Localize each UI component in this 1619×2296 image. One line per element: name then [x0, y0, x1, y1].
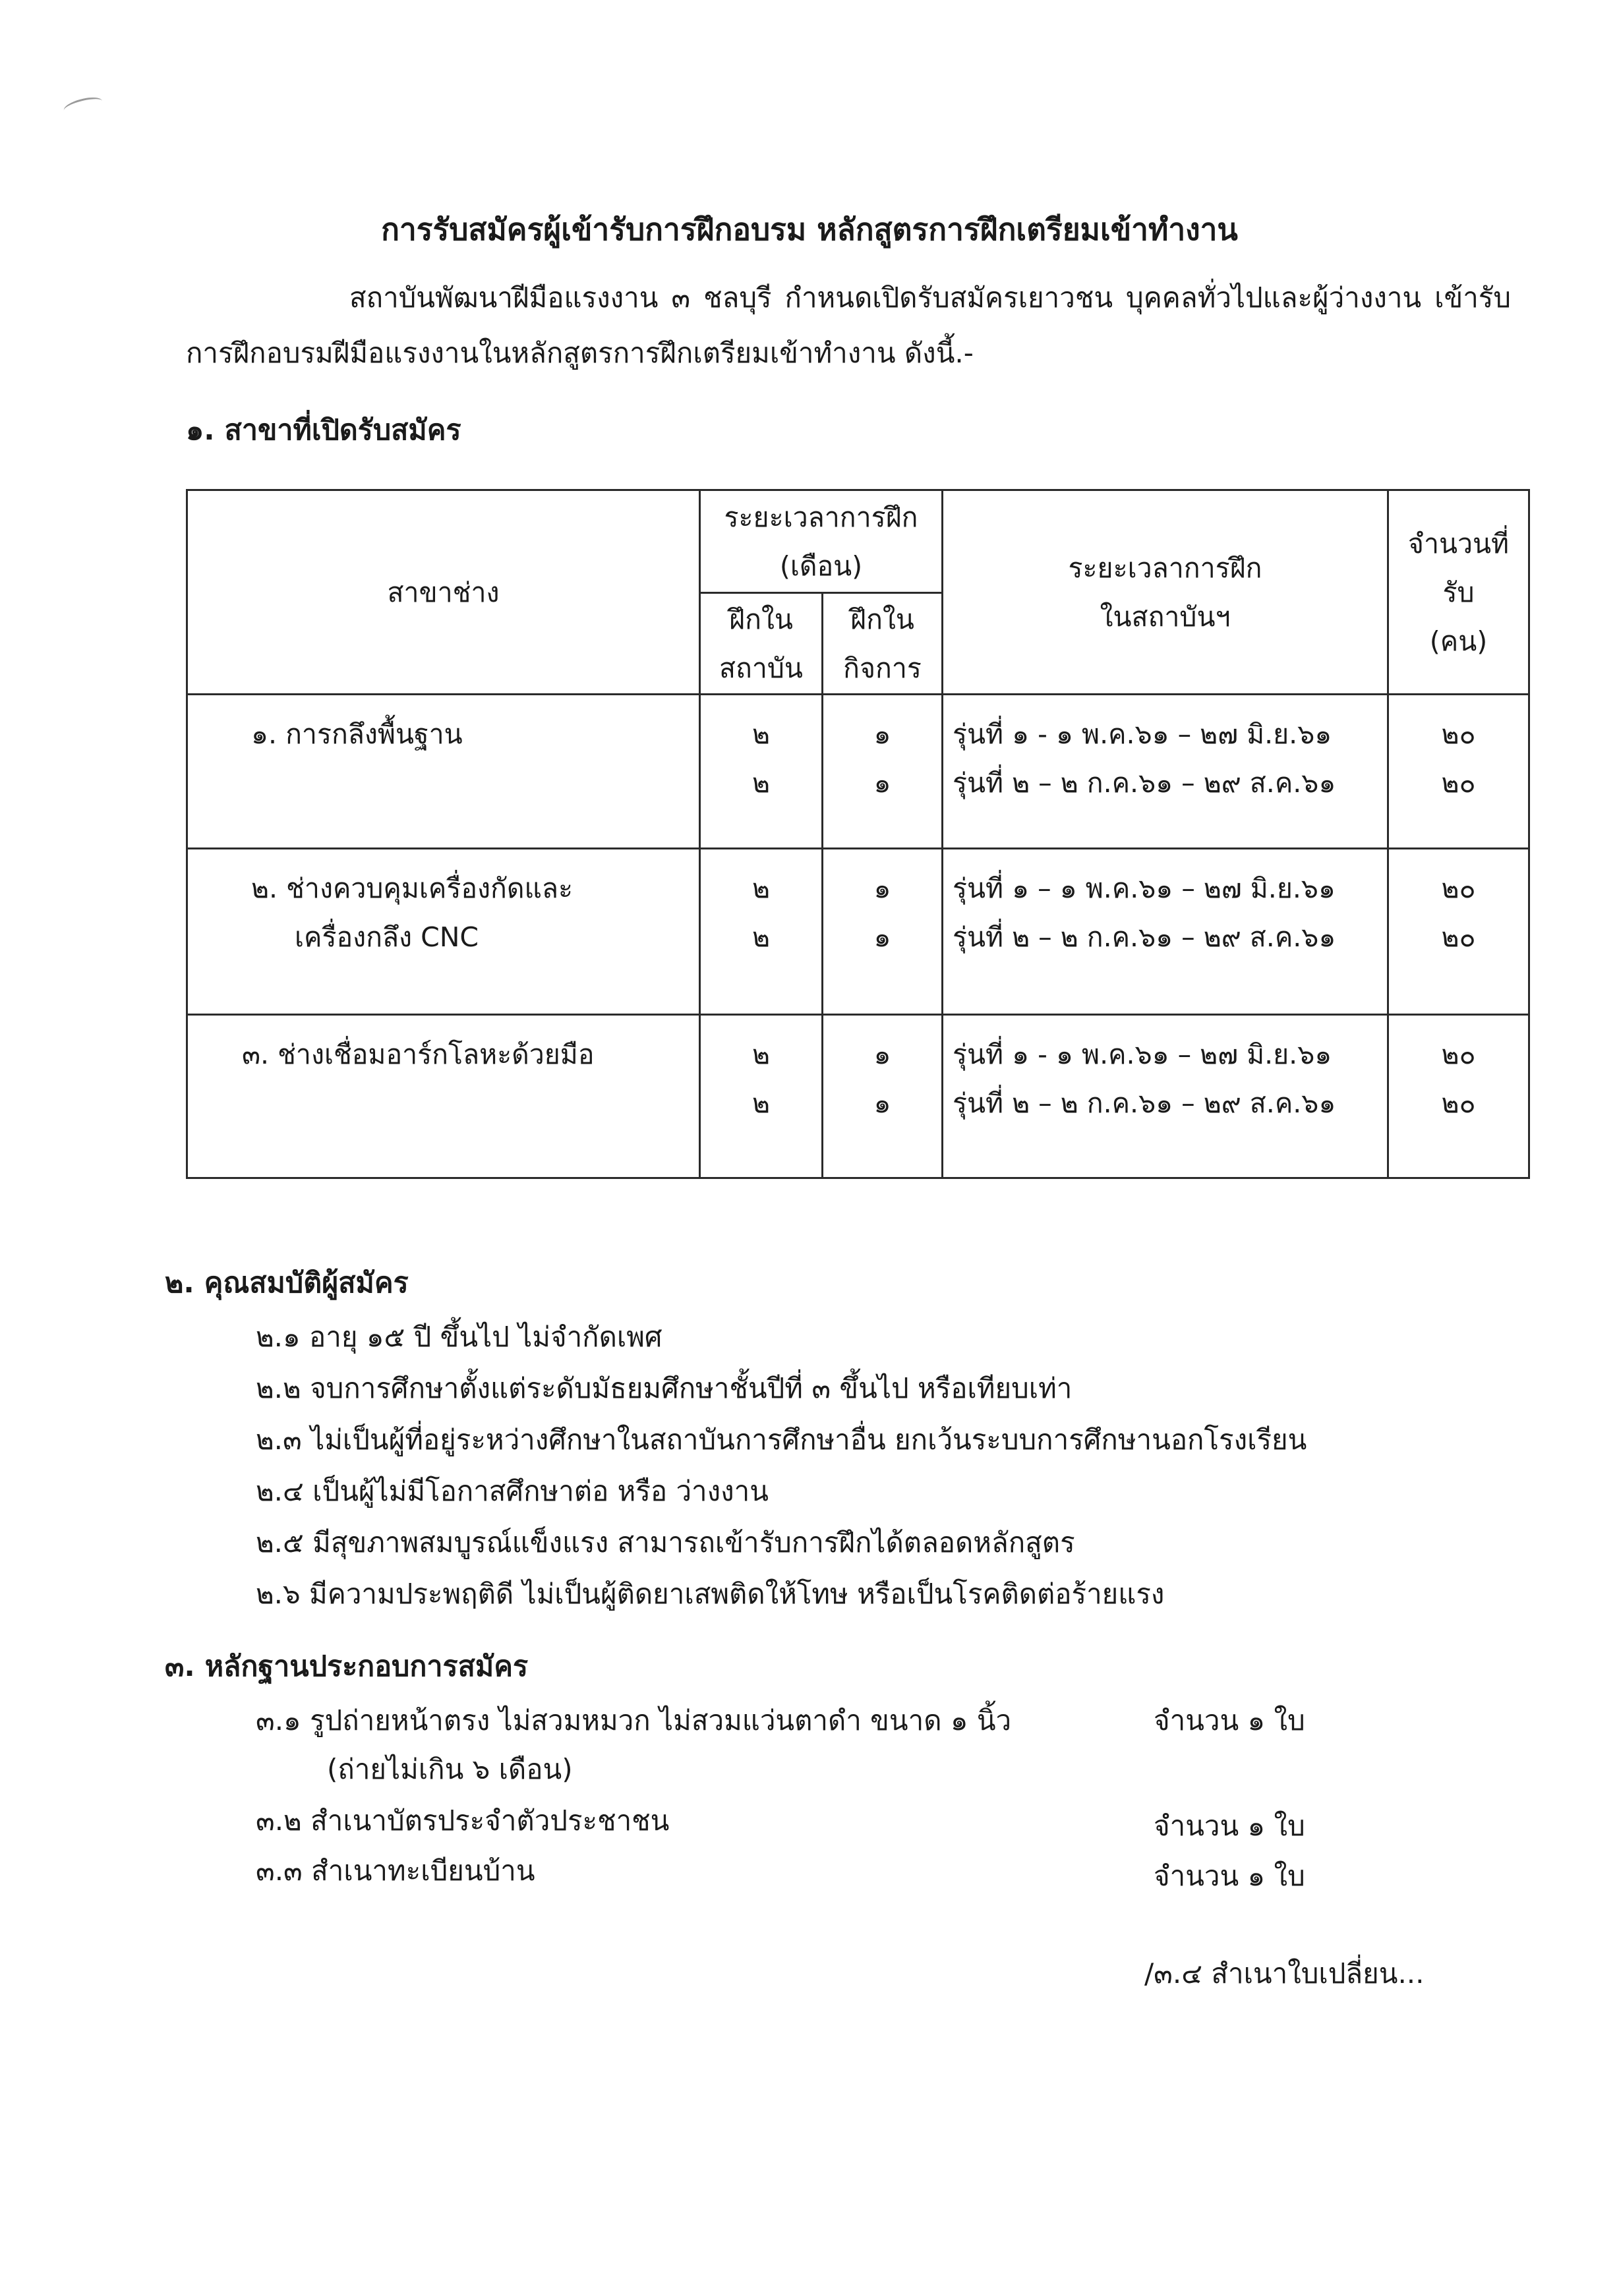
qualification-item: ๒.๕ มีสุขภาพสมบูรณ์แข็งแรง สามารถเข้ารับการฝึกได้ตลอดหลักสูตร: [256, 1526, 1075, 1559]
qualification-item: ๒.๑ อายุ ๑๕ ปี ขึ้นไป ไม่จำกัดเพศ: [256, 1321, 662, 1353]
document-quantity: จำนวน ๑ ใบ: [1154, 1860, 1305, 1892]
document-note: (ถ่ายไม่เกิน ๖ เดือน): [327, 1753, 573, 1785]
document-item: ๓.๒ สำเนาบัตรประจำตัวประชาชน: [256, 1804, 670, 1837]
branch-cell: ๒. ช่างควบคุมเครื่องกัดและ เครื่องกลึง CNC: [187, 849, 700, 1015]
qualification-item: ๒.๖ มีความประพฤติดี ไม่เป็นผู้ติดยาเสพติดให้โทษ หรือเป็นโรคติดต่อร้ายแรง: [256, 1578, 1165, 1610]
count-cell: ๒๐ ๒๐: [1388, 849, 1529, 1015]
inst-months-cell: ๒ ๒: [700, 695, 823, 849]
schedule-cell: รุ่นที่ ๑ - ๑ พ.ค.๖๑ – ๒๗ มิ.ย.๖๑ รุ่นที่ ๒ – ๒ ก.ค.๖๑ – ๒๙ ส.ค.๖๑: [943, 695, 1388, 849]
section-2-heading: ๒. คุณสมบัติผู้สมัคร: [165, 1267, 409, 1300]
comp-months-cell: ๑ ๑: [823, 849, 943, 1015]
section-1-heading: ๑. สาขาที่เปิดรับสมัคร: [186, 414, 461, 447]
document-quantity: จำนวน ๑ ใบ: [1154, 1704, 1305, 1736]
table-row: [187, 695, 1529, 849]
intro-paragraph: สถาบันพัฒนาฝีมือแรงงาน ๓ ชลบุรี กำหนดเปิดรับสมัครเยาวชน บุคคลทั่วไปและผู้ว่างงาน เข้ารับการฝึกอบรมฝีมือแรงงานในหลักสูตรการฝึกเตรียมเข้าทำงาน ดังนี้.-: [186, 281, 1511, 369]
document-item: ๓.๓ สำเนาทะเบียนบ้าน: [256, 1854, 535, 1887]
schedule-cell: รุ่นที่ ๑ - ๑ พ.ค.๖๑ – ๒๗ มิ.ย.๖๑ รุ่นที่ ๒ – ๒ ก.ค.๖๑ – ๒๙ ส.ค.๖๑: [943, 1015, 1388, 1178]
count-cell: ๒๐ ๒๐: [1388, 695, 1529, 849]
schedule-cell: รุ่นที่ ๑ – ๑ พ.ค.๖๑ – ๒๗ มิ.ย.๖๑ รุ่นที่ ๒ – ๒ ก.ค.๖๑ – ๒๙ ส.ค.๖๑: [943, 849, 1388, 1015]
qualification-item: ๒.๓ ไม่เป็นผู้ที่อยู่ระหว่างศึกษาในสถาบันการศึกษาอื่น ยกเว้นระบบการศึกษานอกโรงเรียน: [256, 1423, 1307, 1456]
document-item: ๓.๑ รูปถ่ายหน้าตรง ไม่สวมหมวก ไม่สวมแว่นตาดำ ขนาด ๑ นิ้ว: [256, 1704, 1012, 1736]
branch-cell: ๑. การกลึงพื้นฐาน: [187, 695, 700, 849]
inst-months-cell: ๒ ๒: [700, 1015, 823, 1178]
table-row: [187, 1015, 1529, 1178]
scan-artifact: [62, 94, 103, 117]
section-3-heading: ๓. หลักฐานประกอบการสมัคร: [165, 1650, 529, 1683]
page-title: การรับสมัครผู้เข้ารับการฝึกอบรม หลักสูตรการฝึกเตรียมเข้าทำงาน: [381, 212, 1238, 247]
header-count: จำนวนที่ รับ (คน): [1388, 490, 1529, 695]
header-duration: ระยะเวลาการฝึก (เดือน): [700, 490, 943, 593]
header-schedule: ระยะเวลาการฝึก ในสถาบันฯ: [943, 490, 1388, 695]
branch-cell: ๓. ช่างเชื่อมอาร์กโลหะด้วยมือ: [187, 1015, 700, 1178]
qualification-item: ๒.๔ เป็นผู้ไม่มีโอกาสศึกษาต่อ หรือ ว่างงาน: [256, 1475, 769, 1507]
header-in-company: ฝึกใน กิจการ: [823, 593, 943, 695]
table-row: [187, 849, 1529, 1015]
continuation-note: /๓.๔ สำเนาใบเปลี่ยน...: [1144, 1957, 1425, 1990]
inst-months-cell: ๒ ๒: [700, 849, 823, 1015]
header-branch: สาขาช่าง: [187, 490, 700, 695]
qualification-item: ๒.๒ จบการศึกษาตั้งแต่ระดับมัธยมศึกษาชั้นปีที่ ๓ ขึ้นไป หรือเทียบเท่า: [256, 1372, 1073, 1404]
branches-table: [186, 489, 1530, 1179]
header-in-institute: ฝึกใน สถาบัน: [700, 593, 823, 695]
document-quantity: จำนวน ๑ ใบ: [1154, 1810, 1305, 1842]
count-cell: ๒๐ ๒๐: [1388, 1015, 1529, 1178]
comp-months-cell: ๑ ๑: [823, 1015, 943, 1178]
comp-months-cell: ๑ ๑: [823, 695, 943, 849]
